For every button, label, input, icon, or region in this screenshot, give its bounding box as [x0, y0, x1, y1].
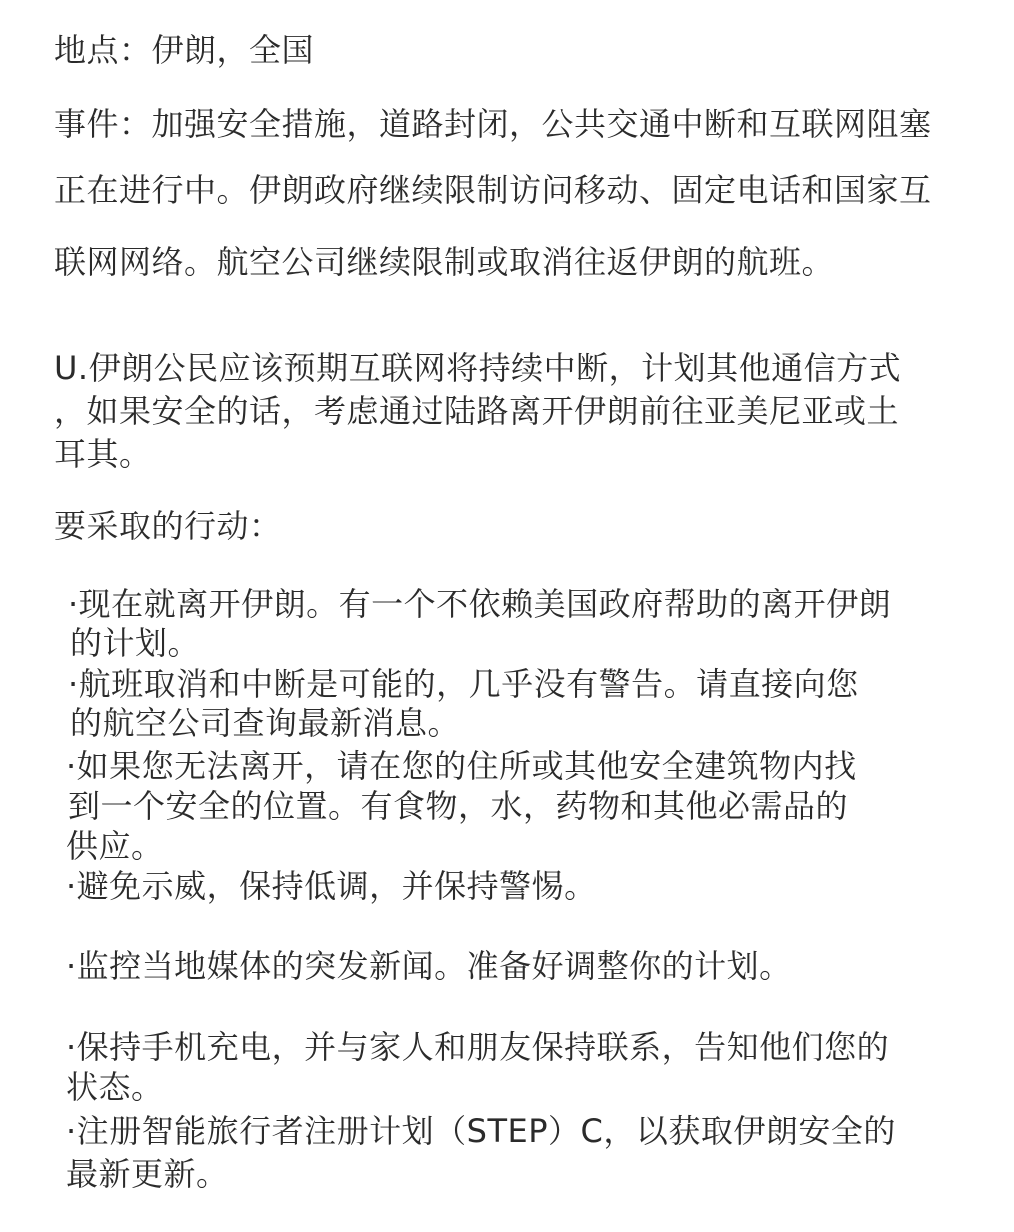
event-line-2: 正在进行中。伊朗政府继续限制访问移动、固定电话和国家互: [54, 171, 932, 209]
advice-line-3: 耳其。: [54, 435, 152, 473]
bullet-1-line-1: ·现在就离开伊朗。有一个不依赖美国政府帮助的离开伊朗: [68, 585, 892, 623]
bullet-5-line-1: ·监控当地媒体的突发新闻。准备好调整你的计划。: [66, 947, 792, 985]
advice-line-2: ，如果安全的话，考虑通过陆路离开伊朗前往亚美尼亚或土: [54, 392, 900, 430]
event-line-1: 事件：加强安全措施，道路封闭，公共交通中断和互联网阻塞: [54, 105, 932, 143]
location-line: 地点：伊朗，全国: [54, 31, 315, 69]
bullet-1-line-2: 的计划。: [70, 624, 201, 662]
bullet-7-line-1: ·注册智能旅行者注册计划（STEP）C，以获取伊朗安全的: [66, 1112, 896, 1150]
advice-line-1: U.伊朗公民应该预期互联网将持续中断，计划其他通信方式: [54, 349, 902, 387]
bullet-2-line-2: 的航空公司查询最新消息。: [70, 704, 461, 742]
bullet-3-line-2: 到一个安全的位置。有食物，水，药物和其他必需品的: [68, 787, 849, 825]
actions-heading: 要采取的行动：: [54, 507, 282, 545]
event-line-3: 联网网络。航空公司继续限制或取消往返伊朗的航班。: [54, 243, 835, 281]
bullet-7-line-2: 最新更新。: [66, 1155, 229, 1193]
bullet-3-line-1: ·如果您无法离开，请在您的住所或其他安全建筑物内找: [66, 747, 857, 785]
bullet-4-line-1: ·避免示威，保持低调，并保持警惕。: [66, 867, 597, 905]
bullet-6-line-2: 状态。: [66, 1068, 164, 1106]
bullet-6-line-1: ·保持手机充电，并与家人和朋友保持联系，告知他们您的: [66, 1028, 890, 1066]
bullet-3-line-3: 供应。: [66, 827, 164, 865]
bullet-2-line-1: ·航班取消和中断是可能的，几乎没有警告。请直接向您: [68, 665, 859, 703]
